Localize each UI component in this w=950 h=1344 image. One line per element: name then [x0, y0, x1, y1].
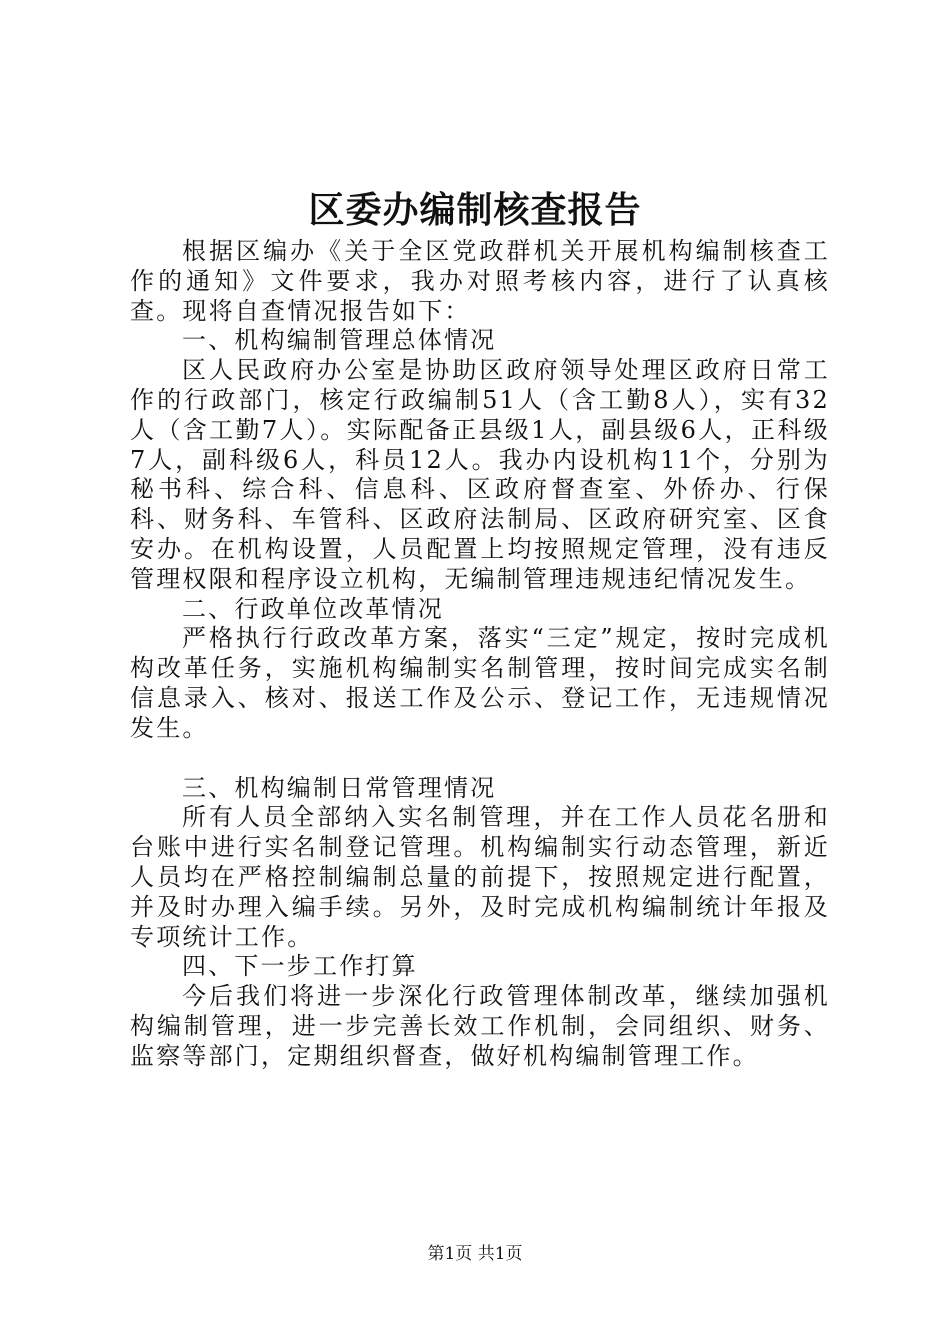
page-footer: 第1页 共1页: [427, 1244, 523, 1264]
section-heading-1: 一、机构编制管理总体情况: [182, 326, 497, 355]
paragraph-spacer: [130, 744, 830, 774]
section-body-2: 严格执行行政改革方案，落实“三定”规定，按时完成机构改革任务，实施机构编制实名制管理，按时间完成实名制信息录入、核对、报送工作及公示、登记工作，无违规情况发生。: [130, 624, 830, 742]
intro-paragraph: 根据区编办《关于全区党政群机关开展机构编制核查工作的通知》文件要求，我办对照考核内容，进行了认真核查。现将自查情况报告如下：: [130, 237, 830, 325]
section-heading-4: 四、下一步工作打算: [182, 952, 418, 981]
section-body-1: 区人民政府办公室是协助区政府领导处理区政府日常工作的行政部门，核定行政编制51人（含工勤8人），实有32人（含工勤7人）。实际配备正县级1人，副县级6人，正科级7人，副科级6人，科员12人。我办内设机构11个，分别为秘书科、综合科、信息科、区政府督查室、外侨办、行保科、财务科、车管科、区政府法制局、区政府研究室、区食安办。在机构设置，人员配置上均按照规定管理，没有违反管理权限和程序设立机构，无编制管理违规违纪情况发生。: [130, 356, 830, 593]
section-body-4: 今后我们将进一步深化行政管理体制改革，继续加强机构编制管理，进一步完善长效工作机制，会同组织、财务、监察等部门，定期组织督查，做好机构编制管理工作。: [130, 982, 830, 1070]
section-heading-3: 三、机构编制日常管理情况: [182, 773, 497, 802]
section-heading-2: 二、行政单位改革情况: [182, 594, 444, 623]
document-body: [130, 237, 830, 1072]
section-body-3: 所有人员全部纳入实名制管理，并在工作人员花名册和台账中进行实名制登记管理。机构编制实行动态管理，新近人员均在严格控制编制总量的前提下，按照规定进行配置，并及时办理入编手续。另外，及时完成机构编制统计年报及专项统计工作。: [130, 803, 830, 951]
document-title: 区委办编制核查报告: [308, 189, 642, 231]
